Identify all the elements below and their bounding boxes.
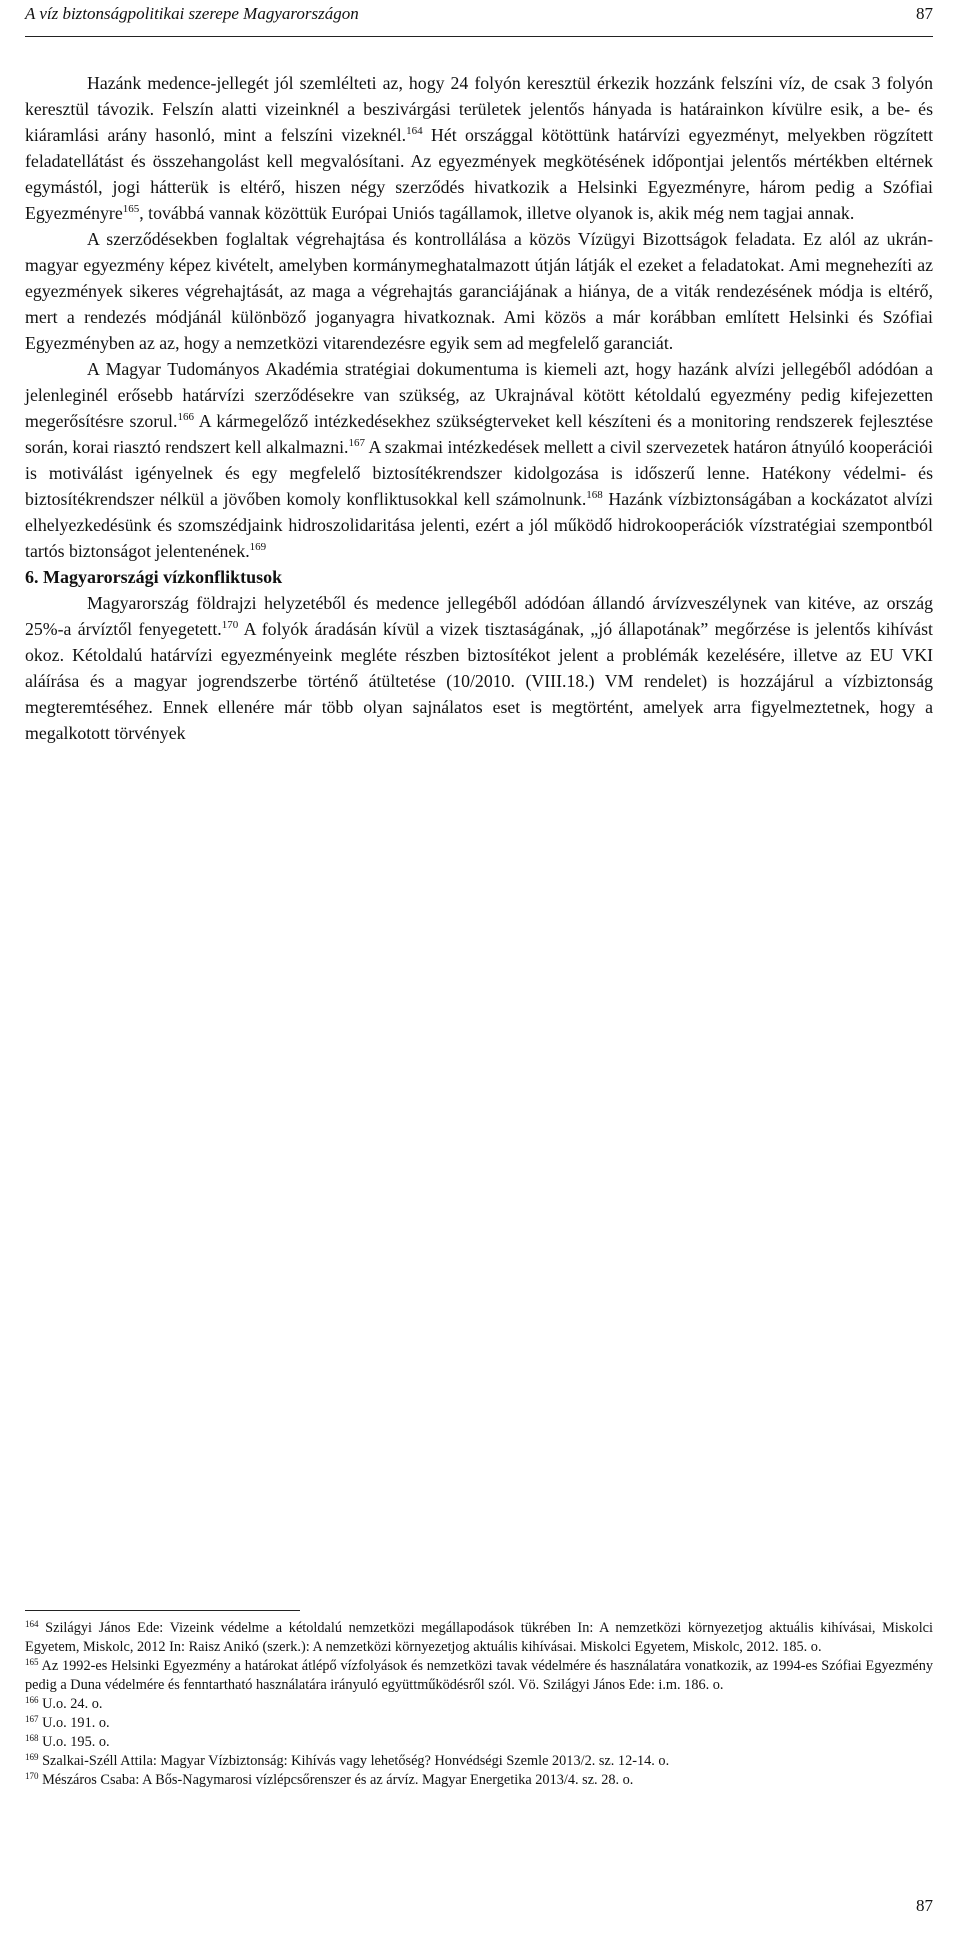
footnote-ref-164[interactable]: 164: [406, 125, 423, 137]
paragraph-3: A Magyar Tudományos Akadémia stratégiai dokumentuma is kiemeli azt, hogy hazánk alvízi jellegéből adódóan a jelenleginél erősebb határvízi szerződésekre van szükség, az Ukrajnával kötött kétoldalú egyezmény pedig kifejezetten megerősítésre szorul.$^{166}$ A kármegelőző intézkedésekhez szükségterveket kell készíteni és a monitoring rendszerek fejlesztése során, korai riasztó rendszert kell alkalmazni.$^{167}$ A szakmai intézkedések mellett a civil szervezetek határon átnyúló kooperációi is motiválást igényelnek és egy megfelelő biztosítékrendszer kidolgozása is időszerű lenne. Hatékony védelmi- és biztosítékrendszer nélkül a jövőben komoly konfliktusokkal kell számolnunk.$^{168}$ Hazánk vízbiztonságában a kockázatot alvízi elhelyezkedésünk és szomszédjaink hidroszolidaritása jelenti, ezért a jól működő hidrokooperációk vízstratégiai szempontból tartós biztonságot jelentenének.$^{169}$: [25, 359, 933, 561]
running-header: [25, 0, 933, 37]
footnote-ref-168[interactable]: 168: [586, 489, 603, 501]
footnote-165: $^{165}$ Az 1992-es Helsinki Egyezmény a határokat átlépő vízfolyások és nemzetközi tavak védelmére és használatára vonatkozik, az 1994-es Szófiai Egyezmény pedig a Duna védelmére és fenntartható használatára irányuló együttműködésről szól. Vö. Szilágyi János Ede: i.m. 186. o.: [25, 1657, 933, 1693]
paragraph-4: Magyarország földrajzi helyzetéből és medence jellegéből adódóan állandó árvízveszélynek van kitéve, az ország 25%-a árvíztől fenyegetett.$^{170}$ A folyók áradásán kívül a vizek tisztaságának, „jó állapotának” megőrzése is jelentős kihívást okoz. Kétoldalú határvízi egyezményeink megléte részben biztosítékot jelent a problémák kezelésére, illetve az EU VKI aláírása és a magyar jogrendszerbe történő átültetése (10/2010. (VIII.18.) VM rendelet) is hozzájárul a vízbiztonság megteremtéséhez. Ennek ellenére már több olyan sajnálatos eset is megtörtént, amelyek arra figyelmeztetnek, hogy a megalkotott törvények: [25, 593, 933, 743]
footnote-ref-165[interactable]: 165: [122, 203, 140, 215]
footnote-ref-170[interactable]: 170: [221, 619, 239, 631]
footnotes: [25, 1619, 933, 1790]
footnote-164: $^{164}$ Szilágyi János Ede: Vizeink védelme a kétoldalú nemzetközi megállapodások tükrében In: A nemzetközi környezetjog aktuális kihívásai, Miskolci Egyetem, Miskolc, 2012 In: Raisz Anikó (szerk.): A nemzetközi környezetjog aktuális kihívásai. Miskolci Egyetem, Miskolc, 2012. 185. o.: [25, 1619, 933, 1655]
footnote-ref-167[interactable]: 167: [348, 437, 365, 449]
footnote-169: $^{169}$ Szalkai-Széll Attila: Magyar Vízbiztonság: Kihívás vagy lehetőség? Honvédségi Szemle 2013/2. sz. 12-14. o.: [25, 1752, 670, 1769]
running-title: A víz biztonságpolitikai szerepe Magyarországon: [25, 4, 359, 23]
header-page-number: 87: [916, 4, 933, 23]
body-text: [25, 70, 933, 746]
paragraph-1: Hazánk medence-jellegét jól szemlélteti az, hogy 24 folyón keresztül érkezik hozzánk felszíni víz, de csak 3 folyón keresztül távozik. Felszín alatti vizeinknél a beszivárgási területek jelentős hányada is határainkon kívülre esik, a be- és kiáramlási arány hasonló, mint a felszíni vizeknél.$^{164}$ Hét országgal kötöttünk határvízi egyezményt, melyekben rögzített feladatellátást és összehangolást kell megvalósítani. Az egyezmények megkötésének időpontjai jelentős mértékben eltérnek egymástól, jogi hátterük is eltérő, hiszen négy szerződés hivatkozik a Helsinki Egyezményre, három pedig a Szófiai Egyezményre$^{165}$, továbbá vannak közöttük Európai Uniós tagállamok, illetve olyanok is, akik még nem tagjai annak.: [25, 73, 934, 223]
footnote-ref-166[interactable]: 166: [177, 411, 194, 423]
paragraph-2: A szerződésekben foglaltak végrehajtása és kontrollálása a közös Vízügyi Bizottságok feladata. Ez alól az ukrán-magyar egyezmény képez kivételt, amelyben kormánymeghatalmazott útján látják el ezeket a feladatokat. Ami megnehezíti az egyezmények sikeres végrehajtását, az maga a végrehajtás garanciájának a hiánya, de a viták rendezésének módja is eltérő, mert a rendezés módjánál különböző joganyagra hivatkoznak. Ami közös a már korábban említett Helsinki és Szófiai Egyezményben az az, hogy a nemzetközi vitarendezésre egyik sem ad megfelelő garanciát.: [25, 229, 933, 353]
footnote-166: $^{166}$ U.o. 24. o.: [25, 1695, 103, 1712]
footnote-170: $^{170}$ Mészáros Csaba: A Bős-Nagymarosi vízlépcsőrenszer és az árvíz. Magyar Energetika 2013/4. sz. 28. o.: [25, 1771, 634, 1788]
footnote-168: $^{168}$ U.o. 195. o.: [25, 1733, 110, 1750]
section-heading: 6. Magyarországi vízkonfliktusok: [25, 567, 283, 587]
footnote-separator: [25, 1610, 300, 1611]
footnote-167: $^{167}$ U.o. 191. o.: [25, 1714, 110, 1731]
footer-page-number: 87: [916, 1896, 933, 1915]
footnote-ref-169[interactable]: 169: [249, 541, 267, 553]
